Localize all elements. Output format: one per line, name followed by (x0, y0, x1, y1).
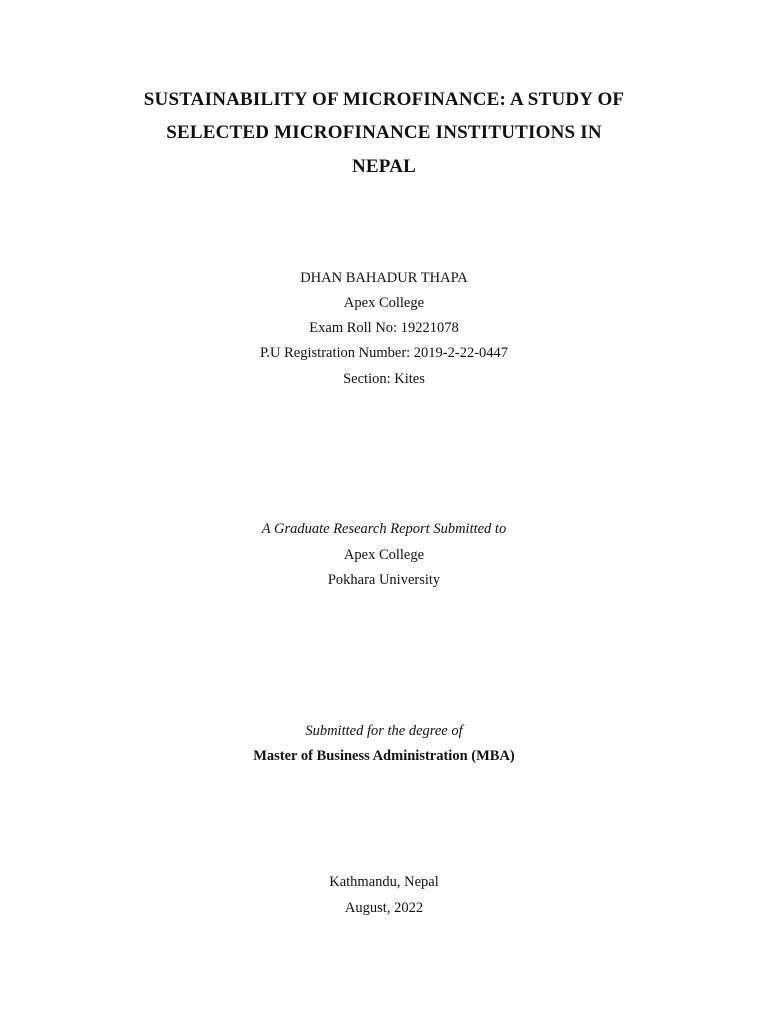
submission-date: August, 2022 (344, 900, 424, 916)
submission-statement: A Graduate Research Report Submitted to (261, 521, 507, 537)
section-name: Section: Kites (343, 371, 425, 387)
submission-college: Apex College (343, 547, 425, 563)
degree-statement: Submitted for the degree of (305, 723, 463, 739)
title-line-3: NEPAL (352, 156, 416, 177)
author-college: Apex College (343, 295, 425, 311)
title-line-2: SELECTED MICROFINANCE INSTITUTIONS IN (166, 122, 602, 143)
degree-name: Master of Business Administration (MBA) (253, 748, 515, 764)
registration-number: P.U Registration Number: 2019-2-22-0447 (259, 345, 509, 361)
author-name: DHAN BAHADUR THAPA (300, 270, 468, 286)
exam-roll-number: Exam Roll No: 19221078 (309, 320, 459, 336)
submission-university: Pokhara University (327, 572, 441, 588)
submission-place: Kathmandu, Nepal (329, 874, 439, 890)
title-line-1: SUSTAINABILITY OF MICROFINANCE: A STUDY OF (143, 89, 625, 110)
